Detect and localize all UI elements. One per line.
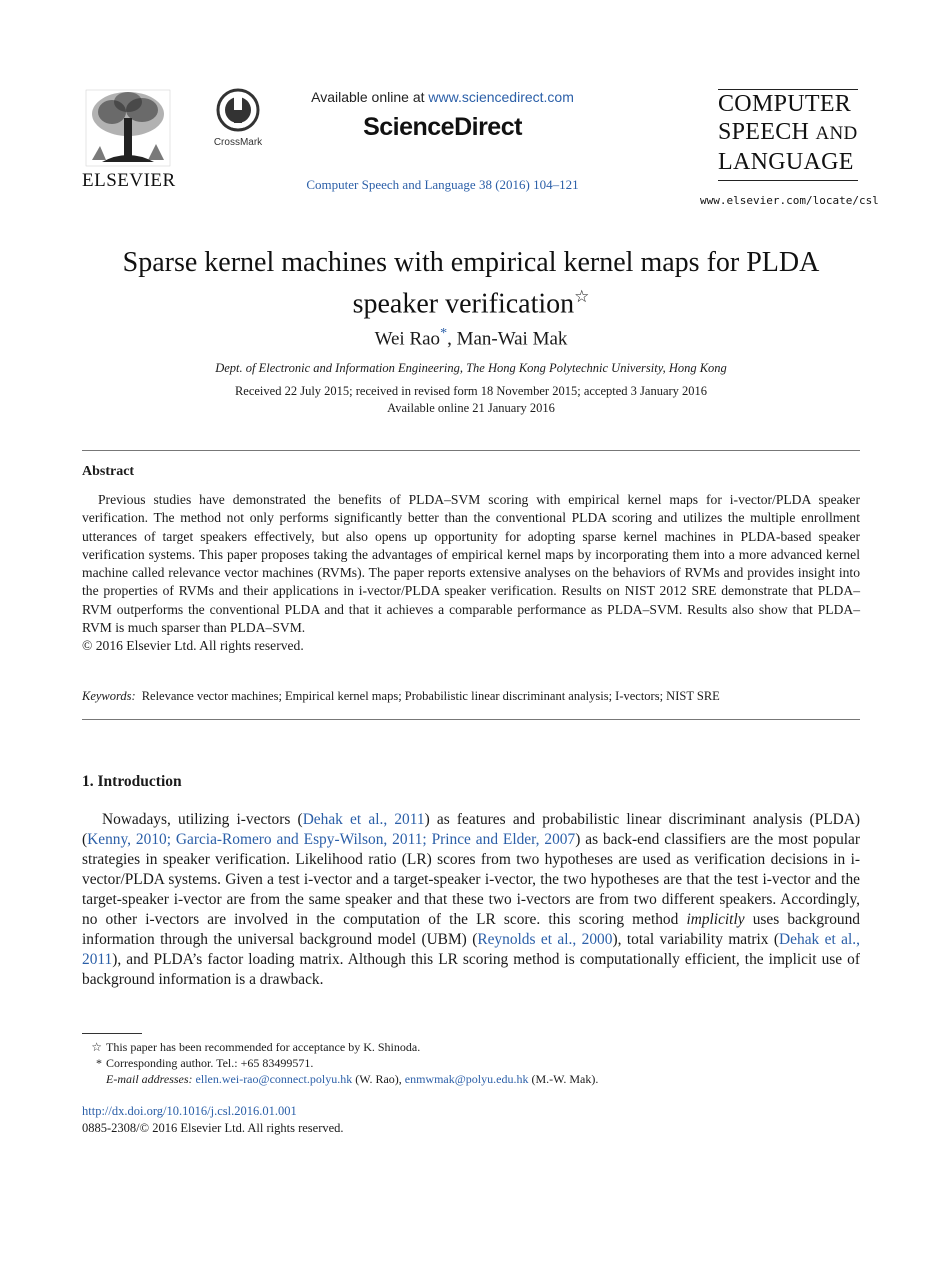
doi-link[interactable]: http://dx.doi.org/10.1016/j.csl.2016.01.001 — [82, 1104, 297, 1118]
divider — [718, 180, 858, 181]
section-heading: 1. Introduction — [82, 773, 182, 790]
introduction-body — [82, 810, 860, 990]
intro-text: uses background information through the universal background model (UBM) ( — [82, 911, 860, 948]
title-line2 — [82, 280, 860, 321]
crossmark-icon — [216, 88, 260, 132]
corresponding-author-mark[interactable]: * — [440, 326, 448, 341]
intro-paragraph — [82, 810, 860, 990]
title-line1: Sparse kernel machines with empirical kernel maps for PLDA — [122, 247, 820, 278]
title-footnote-star[interactable]: ☆ — [574, 287, 590, 306]
author-list — [82, 326, 860, 350]
email-link[interactable]: enmwmak@polyu.edu.hk — [404, 1072, 529, 1086]
journal-title — [718, 90, 858, 176]
abstract-body — [82, 491, 860, 656]
intro-text: ), total variability matrix ( — [612, 931, 780, 948]
divider — [82, 450, 860, 451]
email-link[interactable]: ellen.wei-rao@connect.polyu.hk — [195, 1072, 353, 1086]
journal-title-line1: COMPUTER — [718, 91, 852, 117]
article-dates — [82, 383, 860, 417]
journal-title-line2 — [718, 118, 858, 148]
author-separator: , — [447, 328, 457, 350]
journal-title-and: AND — [815, 123, 858, 144]
author-name[interactable]: Man-Wai Mak — [456, 328, 568, 350]
citation-link[interactable]: Reynolds et al., 2000 — [477, 931, 613, 948]
journal-url-link[interactable]: www.elsevier.com/locate/csl — [700, 194, 879, 207]
journal-citation-link[interactable]: Computer Speech and Language 38 (2016) 104–121 — [306, 177, 579, 192]
email-owner: (M.-W. Mak). — [528, 1072, 599, 1086]
footnote-asterisk-mark: * — [96, 1056, 102, 1070]
abstract-copyright: © 2016 Elsevier Ltd. All rights reserved. — [82, 638, 304, 654]
title-line2-text: speaker verification — [352, 288, 575, 320]
citation-link[interactable]: Dehak et al., 2011 — [302, 811, 425, 828]
received-dates: Received 22 July 2015; received in revised form 18 November 2015; accepted 3 January 2016 — [234, 384, 708, 398]
journal-title-line3: LANGUAGE — [718, 149, 854, 175]
citation-link[interactable]: Kenny, 2010; Garcia-Romero and Espy-Wilson, 2011; Prince and Elder, 2007 — [87, 831, 576, 848]
keywords — [82, 689, 860, 704]
intro-text: ) as back-end classifiers are the most popular strategies in speaker verification. Likelihood ratio (LR) scores from two hypotheses are used as verification decisions in i-vector/PLDA systems. Given a test i-vector and a target-speaker i-vector, the two hypotheses are that the test i-vector and the target-speaker i-vector are from the same speaker and that these two i-vectors are from two different speakers. Accordingly, no other i-vectors are involved in the computation of the LR score. this scoring method — [82, 831, 861, 928]
sciencedirect-logo: ScienceDirect — [363, 113, 522, 141]
citation-link[interactable]: Dehak et al., 2011 — [82, 931, 860, 968]
footnote-corresponding — [82, 1055, 860, 1071]
abstract-text: Previous studies have demonstrated the benefits of PLDA–SVM scoring with empirical kernel maps for i-vector/PLDA speaker verification. The method not only performs significantly better than the conventional PLDA scoring and utilizes the multiple enrollment utterances of target speakers effectively, but also opens up opportunity for adopting sparse kernel machines in PLDA-based speaker verification systems. This paper proposes taking the advantages of empirical kernel maps by incorporating them into a more advanced kernel machine called relevance vector machines (RVMs). The paper reports extensive analyses on the behaviors of RVMs and provides insight into the properties of RVMs and their applications in i-vector/PLDA speaker verification. Results on NIST 2012 SRE demonstrate that PLDA–RVM outperforms the conventional PLDA and that it achieves a comparable performance as PLDA–SVM. Results also show that PLDA–RVM is much sparser than PLDA–SVM. — [82, 492, 860, 636]
journal-title-speech: SPEECH — [718, 119, 810, 145]
sciencedirect-link[interactable]: www.sciencedirect.com — [428, 89, 574, 105]
crossmark-badge[interactable] — [210, 88, 266, 146]
journal-title-box — [718, 89, 858, 187]
author-name[interactable]: Wei Rao — [374, 328, 441, 350]
abstract-heading: Abstract — [82, 464, 135, 479]
footnote-emails — [82, 1071, 860, 1087]
intro-text: ) as features and probabilistic linear discriminant analysis (PLDA) ( — [82, 811, 860, 848]
footnote-text: This paper has been recommended for acceptance by K. Shinoda. — [106, 1040, 421, 1054]
online-date: Available online 21 January 2016 — [387, 401, 555, 415]
publisher-name: ELSEVIER — [82, 170, 176, 191]
footnote-text: Corresponding author. Tel.: +65 83499571. — [106, 1056, 314, 1070]
affiliation: Dept. of Electronic and Information Engineering, The Hong Kong Polytechnic University, Hong Kong — [215, 361, 727, 375]
intro-text: ), and PLDA’s factor loading matrix. Although this LR scoring method is computationally efficient, the implicit use of background information is a drawback. — [82, 951, 860, 988]
intro-emphasis: implicitly — [686, 911, 745, 928]
email-owner: (W. Rao), — [352, 1072, 405, 1086]
tree-icon — [82, 88, 174, 168]
keywords-label: Keywords: — [82, 689, 136, 703]
footnote-divider — [82, 1033, 142, 1034]
issn-copyright: 0885-2308/© 2016 Elsevier Ltd. All rights reserved. — [82, 1121, 344, 1135]
divider — [82, 719, 860, 720]
article-title — [82, 246, 860, 321]
email-label: E-mail addresses: — [106, 1072, 193, 1086]
availability-text: Available online at — [311, 89, 429, 105]
footnote-star-mark: ☆ — [91, 1040, 102, 1054]
crossmark-label: CrossMark — [213, 137, 263, 148]
keywords-list: Relevance vector machines; Empirical kernel maps; Probabilistic linear discriminant analysis; I-vectors; NIST SRE — [141, 689, 720, 703]
footnote-acceptance — [82, 1039, 860, 1055]
intro-text: Nowadays, utilizing i-vectors ( — [102, 811, 303, 828]
availability-line — [270, 89, 615, 105]
